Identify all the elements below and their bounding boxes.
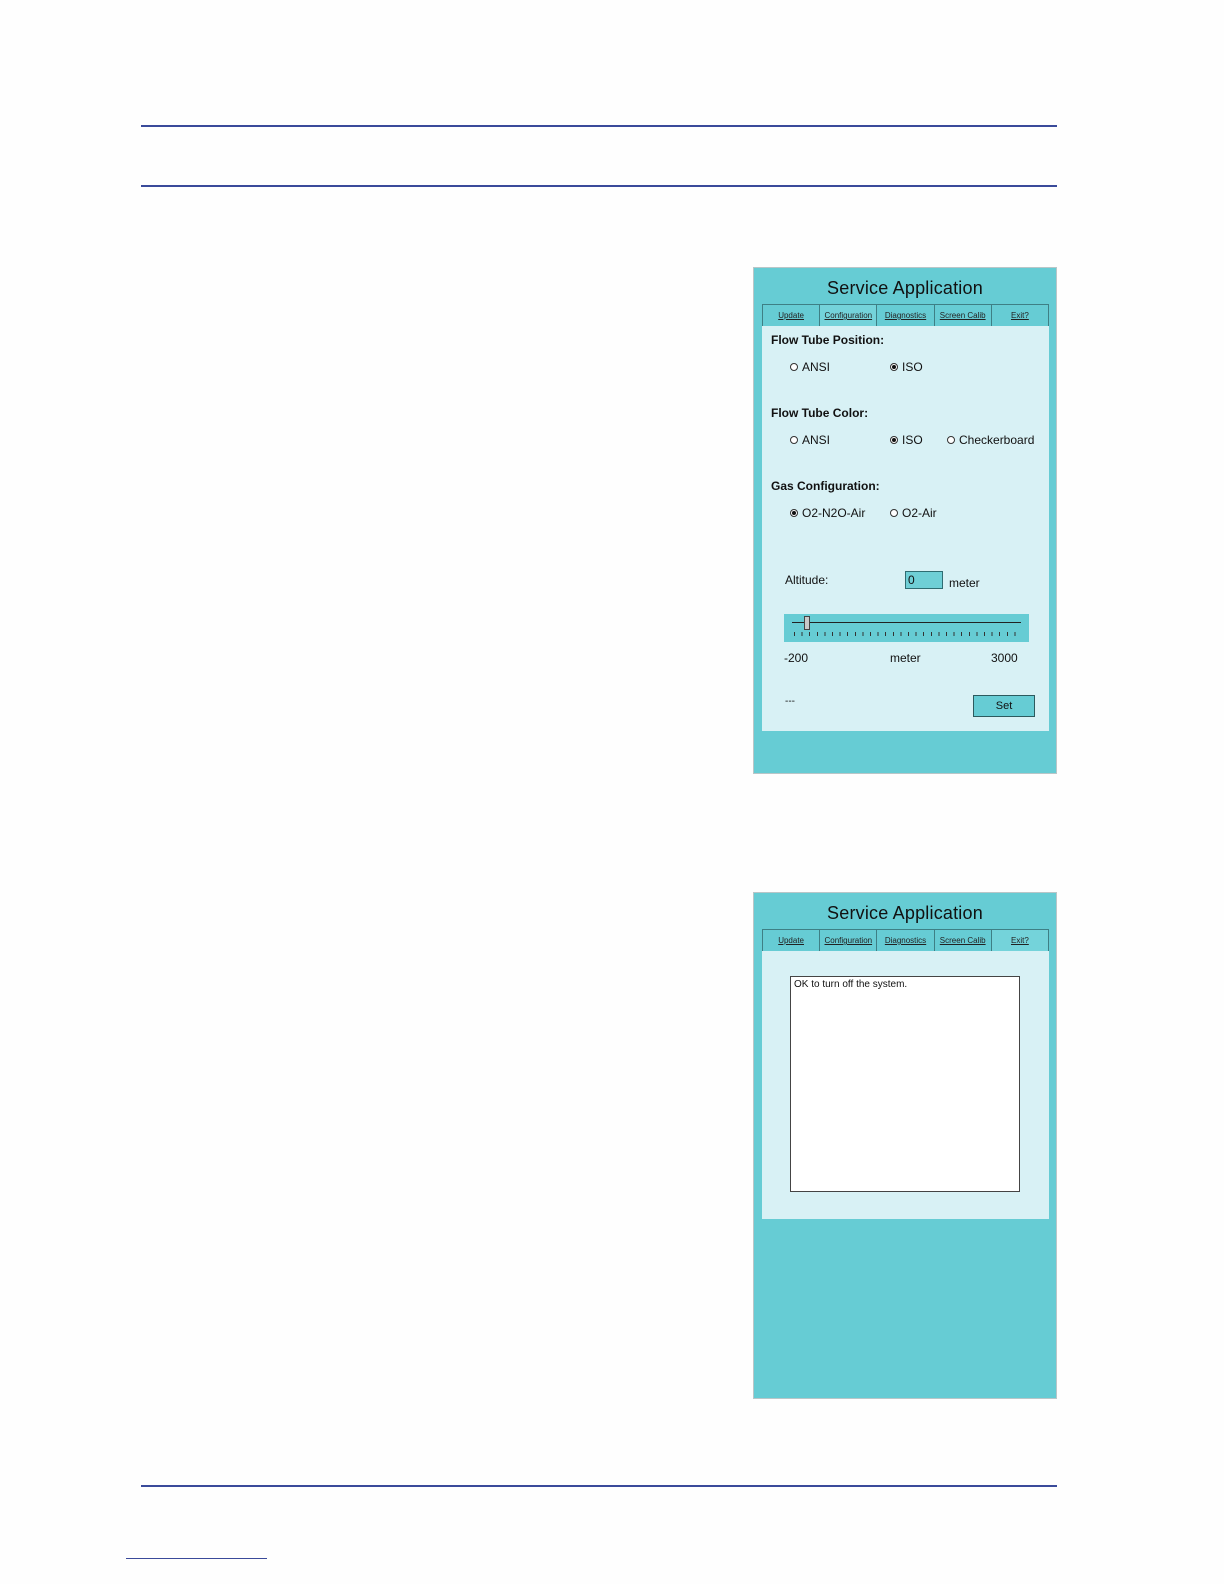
slider-ticks [794,632,1019,636]
radio-checked-icon [890,363,898,371]
radio-color-ansi[interactable] [790,433,830,447]
altitude-label: Altitude: [785,573,829,587]
footer-rule [141,1485,1057,1487]
radio-color-iso[interactable] [890,433,923,447]
slider-unit-label: meter [890,651,921,665]
set-button[interactable]: Set [973,695,1035,717]
header-rule-top [141,125,1057,127]
radio-checked-icon [890,436,898,444]
radio-checked-icon [790,509,798,517]
tab-configuration[interactable]: Configuration [819,305,876,327]
tab-exit[interactable]: Exit? [991,930,1049,952]
service-app-config-screen [753,267,1057,774]
radio-unchecked-icon [890,509,898,517]
radio-label: ISO [902,360,923,374]
slider-max-label: 3000 [991,651,1018,665]
footnote-rule [126,1558,267,1559]
tab-configuration[interactable]: Configuration [819,930,876,952]
tab-exit[interactable]: Exit? [991,305,1049,327]
altitude-unit: meter [949,576,980,590]
tab-screen-calib[interactable]: Screen Calib [934,305,991,327]
radio-position-ansi[interactable] [790,360,830,374]
service-app-exit-screen [753,892,1057,1399]
slider-min-label: -200 [784,651,809,665]
radio-unchecked-icon [947,436,955,444]
tab-diagnostics[interactable]: Diagnostics [876,930,933,952]
tab-update[interactable]: Update [762,305,819,327]
header-rule-bottom [141,185,1057,187]
radio-label: O2-N2O-Air [802,506,866,520]
app-title: Service Application [827,903,983,923]
radio-unchecked-icon [790,363,798,371]
slider-track [792,622,1021,623]
radio-label: ISO [902,433,923,447]
status-text: --- [785,696,795,707]
radio-label: O2-Air [902,506,937,520]
message-box [790,976,1020,1192]
radio-gas-o2-air[interactable] [890,506,937,520]
tab-screen-calib[interactable]: Screen Calib [934,930,991,952]
radio-unchecked-icon [790,436,798,444]
tab-bar [762,929,1049,953]
radio-label: Checkerboard [959,433,1035,447]
gas-configuration-label: Gas Configuration: [771,479,880,493]
tab-update[interactable]: Update [762,930,819,952]
radio-gas-o2-n2o-air[interactable] [790,506,865,520]
config-content [762,326,1049,731]
app-title: Service Application [827,278,983,298]
message-text: OK to turn off the system. [794,979,908,990]
altitude-slider[interactable] [784,614,1029,642]
slider-thumb[interactable] [804,616,810,630]
flow-tube-position-label: Flow Tube Position: [771,333,885,347]
radio-color-checkerboard[interactable] [947,433,1034,447]
tab-bar [762,304,1049,328]
tab-diagnostics[interactable]: Diagnostics [876,305,933,327]
radio-label: ANSI [802,433,831,447]
exit-content [762,951,1049,1219]
altitude-input[interactable] [905,571,943,589]
radio-position-iso[interactable] [890,360,923,374]
radio-label: ANSI [802,360,831,374]
flow-tube-color-label: Flow Tube Color: [771,406,869,420]
